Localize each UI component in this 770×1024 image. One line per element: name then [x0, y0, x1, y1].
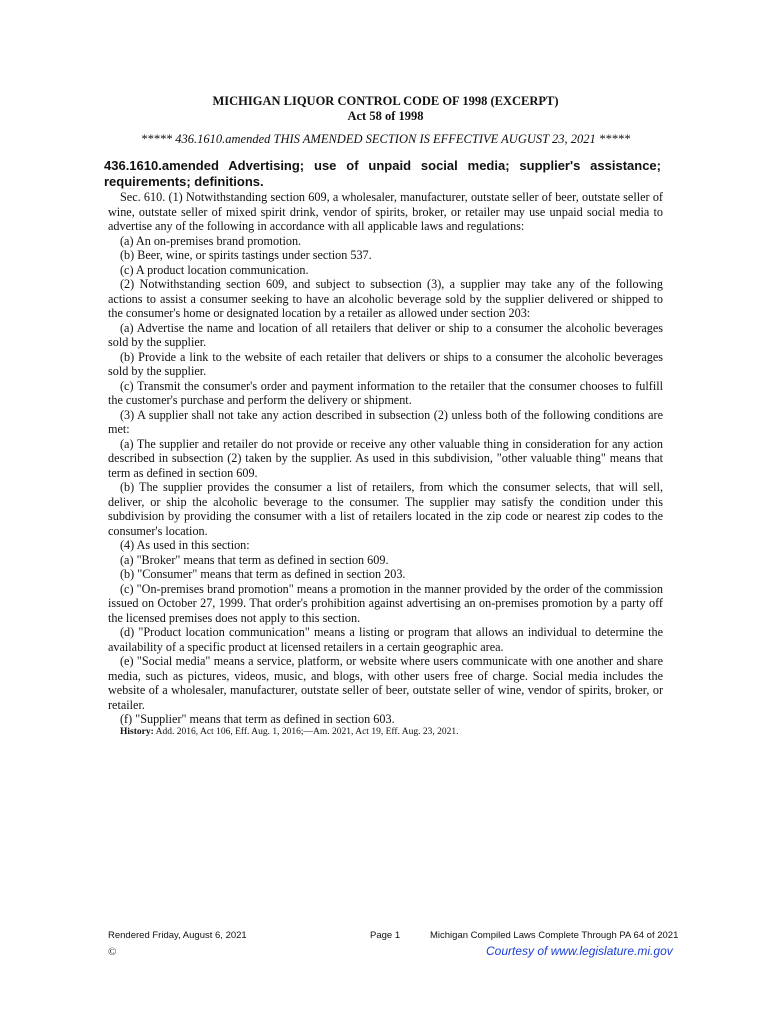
footer-rendered-date: Rendered Friday, August 6, 2021	[108, 930, 247, 941]
paragraph: (c) A product location communication.	[120, 262, 309, 277]
paragraph: (b) Beer, wine, or spirits tastings under section 537.	[120, 248, 372, 262]
paragraph: (d) "Product location communication" means a listing or program that allows an individual to determine the availability of a specific product at licensed retailers in a certain geographic area.	[108, 625, 663, 654]
paragraph: (e) "Social media" means a service, platform, or website where users communicate with one another and share media, such as pictures, videos, music, and blogs, with other users free of charge. Social media includes the website of a wholesaler, manufacturer, outstate seller of beer, outstate seller of wine, vendor of spirits, broker, or retailer.	[108, 654, 663, 712]
document-title	[108, 94, 663, 124]
paragraph: (2) Notwithstanding section 609, and subject to subsection (3), a supplier may take any of the following actions to assist a consumer seeking to have an alcoholic beverage sold by the supplier delivered or shipped to the consumer's home or designated location by a retailer as allowed under section 203:	[108, 277, 663, 320]
section-body	[108, 190, 663, 727]
history-label: History:	[120, 727, 154, 737]
paragraph: (c) "On-premises brand promotion" means a promotion in the manner provided by the order of the commission issued on October 27, 1999. That order's prohibition against advertising an on-premises promotion by a party off the licensed premises does not apply to this section.	[108, 581, 663, 625]
courtesy-link[interactable]: Courtesy of www.legislature.mi.gov	[486, 944, 673, 958]
footer-compiled-note: Michigan Compiled Laws Complete Through PA 64 of 2021	[430, 930, 679, 941]
footer-page-number: Page 1	[370, 930, 401, 941]
paragraph: (a) The supplier and retailer do not provide or receive any other valuable thing in consideration for any action described in subsection (2) taken by the supplier. As used in this subdivision, "other valuable thing" means that term as defined in section 609.	[108, 436, 663, 480]
paragraph: (f) "Supplier" means that term as defined in section 603.	[120, 712, 395, 726]
section-heading: 436.1610.amended Advertising; use of unpaid social media; supplier's assistance; requirements; definitions.	[104, 158, 661, 189]
paragraph: (b) Provide a link to the website of each retailer that delivers or ships to a consumer the alcoholic beverages sold by the supplier.	[108, 349, 663, 378]
copyright-symbol: ©	[108, 946, 117, 958]
paragraph: (b) The supplier provides the consumer a list of retailers, from which the consumer selects, that will sell, deliver, or ship the alcoholic beverage to the consumer. The supplier may satisfy the condition under this subdivision by providing the consumer with a list of retailers located in the zip code or nearest zip codes to the consumer's location.	[108, 480, 663, 538]
history-text: Add. 2016, Act 106, Eff. Aug. 1, 2016;—Am. 2021, Act 19, Eff. Aug. 23, 2021.	[155, 727, 459, 737]
paragraph: (a) "Broker" means that term as defined in section 609.	[120, 552, 389, 567]
paragraph: Sec. 610. (1) Notwithstanding section 609, a wholesaler, manufacturer, outstate seller of beer, outstate seller of wine, outstate seller of mixed spirit drink, vendor of spirits, broker, or retailer may use unpaid social media to advertise any of the following in accordance with all applicable laws and regulations:	[108, 190, 663, 233]
title-line-2: Act 58 of 1998	[347, 109, 424, 123]
paragraph: (a) An on-premises brand promotion.	[120, 233, 302, 248]
history-note	[120, 727, 459, 737]
paragraph: (b) "Consumer" means that term as defined in section 203.	[120, 567, 406, 581]
paragraph: (c) Transmit the consumer's order and payment information to the retailer that the consumer chooses to fulfill the customer's purchase and perform the delivery or shipment.	[108, 378, 663, 407]
effective-notice: ***** 436.1610.amended THIS AMENDED SECTION IS EFFECTIVE AUGUST 23, 2021 *****	[140, 132, 631, 146]
paragraph: (a) Advertise the name and location of all retailers that deliver or ship to a consumer the alcoholic beverages sold by the supplier.	[108, 320, 663, 349]
title-line-1: MICHIGAN LIQUOR CONTROL CODE OF 1998 (EXCERPT)	[212, 94, 559, 108]
paragraph: (3) A supplier shall not take any action described in subsection (2) unless both of the following conditions are met:	[108, 407, 663, 436]
paragraph: (4) As used in this section:	[120, 538, 250, 552]
